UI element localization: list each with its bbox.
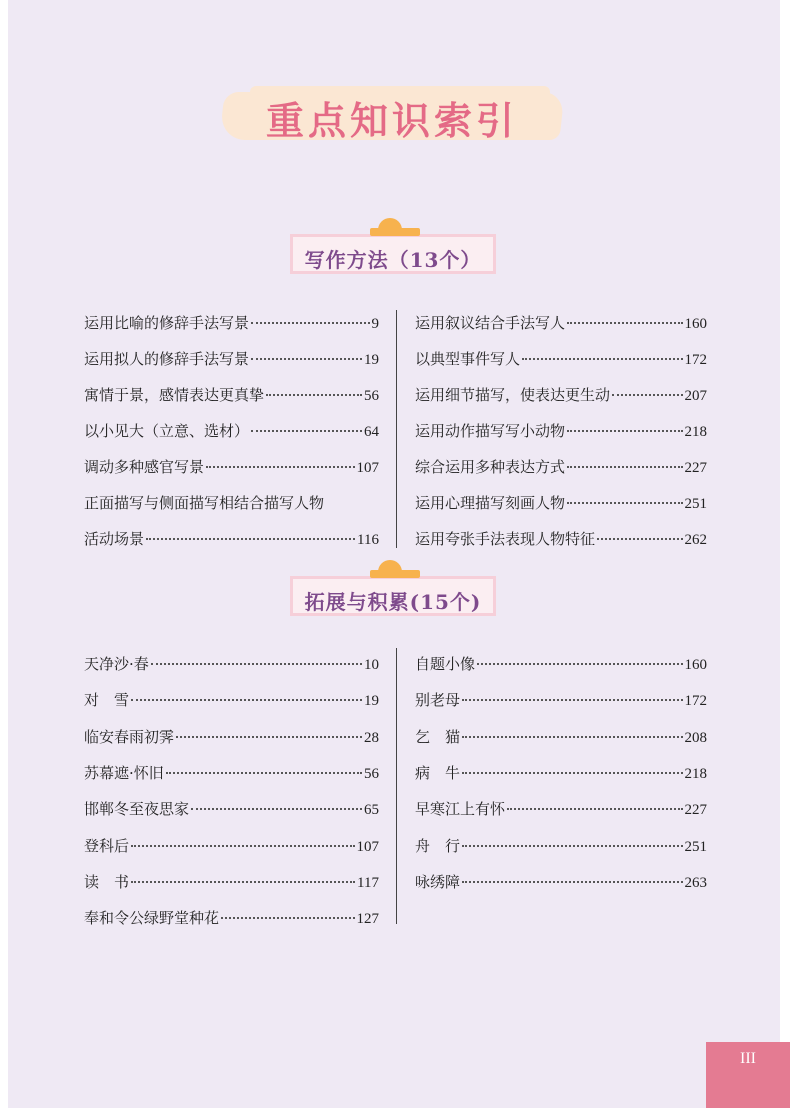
dot-leader [176,736,362,738]
dot-leader [597,538,682,540]
dot-leader [191,808,362,810]
section-heading: 写作方法（13个） [304,248,482,272]
dot-leader [567,466,682,468]
index-entry[interactable]: 天净沙·春 10 [84,655,379,673]
dot-leader [251,322,369,324]
section-header-writing-methods [290,232,500,282]
index-entry[interactable]: 运用拟人的修辞手法写景 19 [84,350,379,368]
dot-leader [131,881,355,883]
page-number: III [740,1050,756,1067]
dot-leader [221,917,354,919]
index-entry[interactable]: 乞 猫 208 [415,728,707,746]
dot-leader [567,502,682,504]
index-entry[interactable]: 咏绣障 263 [415,873,707,891]
dot-leader [166,772,362,774]
index-entry[interactable]: 别老母 172 [415,691,707,709]
column-divider [396,648,397,924]
dot-leader [462,845,682,847]
section-heading: 拓展与积累(15个) [304,590,482,614]
right-margin [780,0,790,1108]
dot-leader [567,430,682,432]
dot-leader [146,538,355,540]
column-divider [396,310,397,548]
index-entry[interactable]: 寓情于景，感情表达更真挚 56 [84,386,379,404]
index-entry[interactable]: 运用动作描写写小动物 218 [415,422,707,440]
dot-leader [462,772,682,774]
index-entry[interactable]: 运用心理描写刻画人物 251 [415,494,707,512]
dot-leader [151,663,362,665]
dot-leader [266,394,362,396]
index-entry[interactable]: 病 牛 218 [415,764,707,782]
dot-leader [462,736,682,738]
index-entry[interactable]: 调动多种感官写景 107 [84,458,379,476]
index-entry[interactable]: 早寒江上有怀 227 [415,800,707,818]
dot-leader [131,845,354,847]
dot-leader [131,699,362,701]
section-header-tab-knob [378,218,402,230]
index-entry[interactable]: 运用比喻的修辞手法写景 9 [84,314,379,332]
index-entry[interactable]: 登科后 107 [84,837,379,855]
index-entry[interactable]: 自题小像 160 [415,655,707,673]
index-entry[interactable]: 读 书 117 [84,873,379,891]
index-entry[interactable]: 苏幕遮·怀旧 56 [84,764,379,782]
index-entry[interactable]: 运用叙议结合手法写人 160 [415,314,707,332]
dot-leader [251,430,362,432]
dot-leader [522,358,682,360]
dot-leader [612,394,682,396]
dot-leader [462,881,682,883]
index-entry[interactable]: 综合运用多种表达方式 227 [415,458,707,476]
page-number-tab [706,1042,790,1108]
index-entry[interactable]: 运用夸张手法表现人物特征 262 [415,530,707,548]
index-entry[interactable]: 舟 行 251 [415,837,707,855]
page-title: 重点知识索引 [265,98,518,143]
index-entry[interactable]: 以典型事件写人 172 [415,350,707,368]
section-header-extension [290,574,500,624]
index-entry[interactable]: 正面描写与侧面描写相结合描写人物 [84,494,325,512]
index-entry[interactable]: 邯郸冬至夜思家 65 [84,800,379,818]
index-entry[interactable]: 运用细节描写，使表达更生动 207 [415,386,707,404]
left-margin [0,0,8,1108]
index-entry[interactable]: 临安春雨初霁 28 [84,728,379,746]
section-header-tab-knob [378,560,402,572]
title-banner [222,86,562,146]
dot-leader [206,466,354,468]
index-entry[interactable]: 活动场景 116 [84,530,379,548]
dot-leader [462,699,682,701]
dot-leader [477,663,682,665]
dot-leader [507,808,682,810]
index-entry[interactable]: 以小见大（立意、选材） 64 [84,422,379,440]
index-entry[interactable]: 奉和令公绿野堂种花 127 [84,909,379,927]
dot-leader [251,358,362,360]
index-entry[interactable]: 对 雪 19 [84,691,379,709]
dot-leader [567,322,682,324]
